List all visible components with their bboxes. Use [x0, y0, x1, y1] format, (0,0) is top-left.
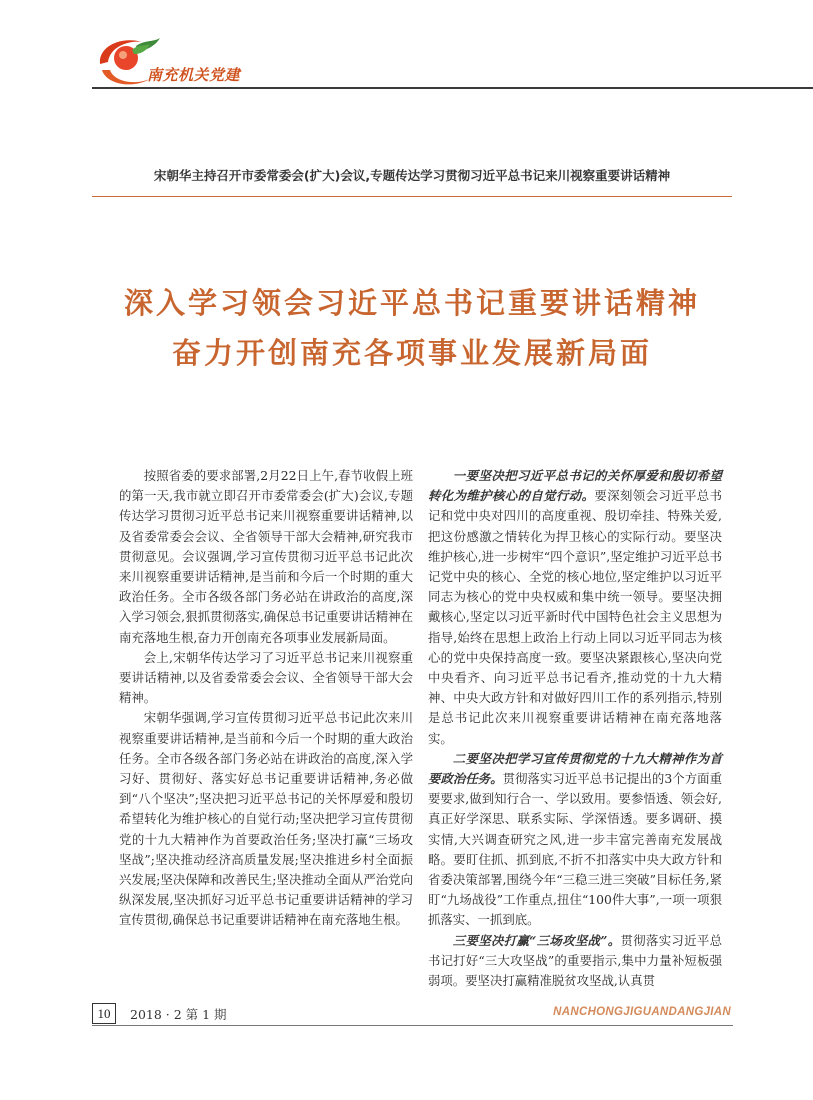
- paragraph-lead: 三要坚决打赢“三场攻坚战”。: [452, 932, 621, 948]
- paragraph-lead: 二要坚决把学习宣传贯彻党的十九大精神作为首要政治任务。: [428, 750, 722, 787]
- paragraph: [428, 466, 722, 749]
- paragraph: [428, 749, 722, 931]
- publication-brand: 南充机关党建: [147, 66, 241, 84]
- header-divider: [92, 87, 813, 89]
- page-number: 10: [92, 1003, 116, 1024]
- footer-divider: [92, 1025, 733, 1026]
- page-header: [0, 0, 813, 92]
- paragraph: [428, 931, 722, 992]
- subhead-divider: [92, 196, 732, 197]
- title-line-2: 奋力开创南充各项事业发展新局面: [171, 336, 652, 370]
- paragraph: 按照省委的要求部署,2月22日上午,春节收假上班的第一天,我市就立即召开市委常委会(扩大)会议,专题传达学习贯彻习近平总书记来川视察重要讲话精神,以及省委常委会会议、全省领导干部大会精神,研究我市贯彻意见。会议强调,学习宣传贯彻习近平总书记此次来川视察重要讲话精神,是当前和今后一个时期的重大政治任务。全市各级各部门务必站在讲政治的高度,深入学习领会,狠抓贯彻落实,确保总书记重要讲话精神在南充落地生根,奋力开创南充各项事业发展新局面。: [119, 468, 413, 645]
- right-column: [428, 466, 722, 991]
- paragraph-body: 要深刻领会习近平总书记和党中央对四川的高度重视、殷切牵挂、特殊关爱,把这份感激之情转化为捍卫核心的实际行动。要坚决维护核心,进一步树牢“四个意识”,坚定维护习近平总书记党中央的核心、全党的核心地位,坚定维护以习近平同志为核心的党中央权威和集中统一领导。要坚决拥戴核心,坚定以习近平新时代中国特色社会主义思想为指导,始终在思想上政治上行动上同以习近平同志为核心的党中央保持高度一致。要坚决紧跟核心,坚决向党中央看齐、向习近平总书记看齐,推动党的十九大精神、中央大政方针和对做好四川工作的系列指示,特别是总书记此次来川视察重要讲话精神在南充落地落实。: [428, 488, 723, 746]
- paragraph-body: 贯彻落实习近平总书记打好“三大攻坚战”的重要指示,集中力量补短板强弱项。要坚决打赢精准脱贫攻坚战,认真贯: [428, 932, 722, 989]
- journal-name: NANCHONGJIGUANDANGJIAN: [553, 1006, 731, 1018]
- issue-label: 2018 · 2 第 1 期: [130, 1007, 227, 1022]
- article-subhead: 宋朝华主持召开市委常委会(扩大)会议,专题传达学习贯彻习近平总书记来川视察重要讲话精神: [153, 168, 671, 183]
- paragraph-lead: 一要坚决把习近平总书记的关怀厚爱和殷切希望转化为维护核心的自觉行动。: [428, 468, 722, 504]
- paragraph: 会上,宋朝华传达学习了习近平总书记来川视察重要讲话精神,以及省委常委会会议、全省领导干部大会精神。: [119, 649, 413, 706]
- left-column: [119, 466, 413, 931]
- article-title: [92, 278, 732, 378]
- paragraph-body: 贯彻落实习近平总书记提出的3个方面重要要求,做到知行合一、学以致用。要参悟透、领会好,真正好学深思、联系实际、学深悟透。要多调研、摸实情,大兴调查研究之风,进一步丰富完善南充发展战略。要盯住抓、抓到底,不折不扣落实中央大政方针和省委决策部署,围绕今年“三稳三进三突破”目标任务,紧盯“九场战役”工作重点,扭住“100件大事”,一项一项狠抓落实、一抓到底。: [428, 771, 722, 928]
- paragraph: 宋朝华强调,学习宣传贯彻习近平总书记此次来川视察重要讲话精神,是当前和今后一个时期的重大政治任务。全市各级各部门务必站在讲政治的高度,深入学习好、贯彻好、落实好总书记重要讲话精神,务必做到“八个坚决”;坚决把习近平总书记的关怀厚爱和殷切希望转化为维护核心的自觉行动;坚决把学习宣传贯彻党的十九大精神作为首要政治任务;坚决打赢“三场攻坚战”;坚决推动经济高质量发展;坚决推进乡村全面振兴发展;坚决保障和改善民生;坚决推动全面从严治党向纵深发展,坚决抓好习近平总书记重要讲话精神的学习宣传贯彻,确保总书记重要讲话精神在南充落地生根。: [119, 710, 413, 928]
- title-line-1: 深入学习领会习近平总书记重要讲话精神: [123, 286, 700, 320]
